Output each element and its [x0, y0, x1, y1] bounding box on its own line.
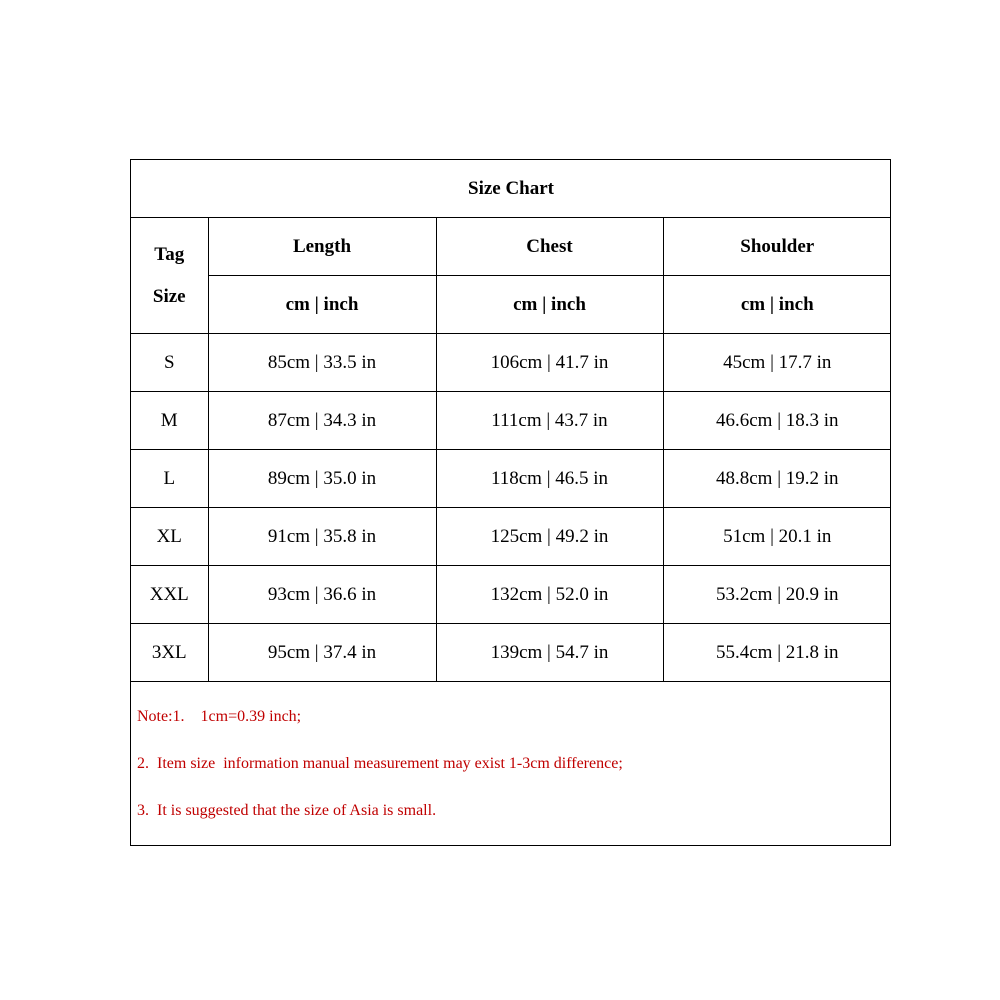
chest-cell: 111cm | 43.7 in — [436, 392, 663, 450]
table-row — [131, 392, 891, 450]
note-line-2: 2. Item size information manual measurement may exist 1-3cm difference; — [137, 755, 623, 772]
size-cell: 3XL — [131, 624, 208, 682]
tag-header-line-1: Tag — [154, 243, 185, 265]
size-chart — [130, 159, 891, 846]
length-cell: 87cm | 34.3 in — [208, 392, 436, 450]
note-line-1: Note:1. 1cm=0.39 inch; — [137, 708, 302, 725]
size-cell: L — [131, 450, 208, 508]
length-cell: 89cm | 35.0 in — [208, 450, 436, 508]
chest-cell: 125cm | 49.2 in — [436, 508, 663, 566]
table-row — [131, 450, 891, 508]
table-row — [131, 334, 891, 392]
shoulder-cell: 53.2cm | 20.9 in — [663, 566, 891, 624]
unit-header-shoulder: cm | inch — [663, 276, 891, 334]
shoulder-cell: 51cm | 20.1 in — [663, 508, 891, 566]
length-cell: 85cm | 33.5 in — [208, 334, 436, 392]
tag-size-header — [131, 218, 208, 334]
shoulder-cell: 55.4cm | 21.8 in — [663, 624, 891, 682]
chart-title: Size Chart — [131, 160, 891, 218]
chest-cell: 118cm | 46.5 in — [436, 450, 663, 508]
size-cell: S — [131, 334, 208, 392]
table-row — [131, 624, 891, 682]
column-header-length: Length — [208, 218, 436, 276]
unit-header-chest: cm | inch — [436, 276, 663, 334]
chest-cell: 132cm | 52.0 in — [436, 566, 663, 624]
shoulder-cell: 48.8cm | 19.2 in — [663, 450, 891, 508]
shoulder-cell: 45cm | 17.7 in — [663, 334, 891, 392]
length-cell: 93cm | 36.6 in — [208, 566, 436, 624]
size-table — [131, 160, 891, 682]
table-row — [131, 566, 891, 624]
table-row — [131, 508, 891, 566]
length-cell: 91cm | 35.8 in — [208, 508, 436, 566]
unit-header-length: cm | inch — [208, 276, 436, 334]
shoulder-cell: 46.6cm | 18.3 in — [663, 392, 891, 450]
chest-cell: 106cm | 41.7 in — [436, 334, 663, 392]
note-line-3: 3. It is suggested that the size of Asia is small. — [137, 802, 437, 819]
tag-header-line-2: Size — [152, 285, 186, 307]
column-header-chest: Chest — [436, 218, 663, 276]
size-cell: XXL — [131, 566, 208, 624]
chest-cell: 139cm | 54.7 in — [436, 624, 663, 682]
column-header-shoulder: Shoulder — [663, 218, 891, 276]
length-cell: 95cm | 37.4 in — [208, 624, 436, 682]
size-cell: M — [131, 392, 208, 450]
size-cell: XL — [131, 508, 208, 566]
